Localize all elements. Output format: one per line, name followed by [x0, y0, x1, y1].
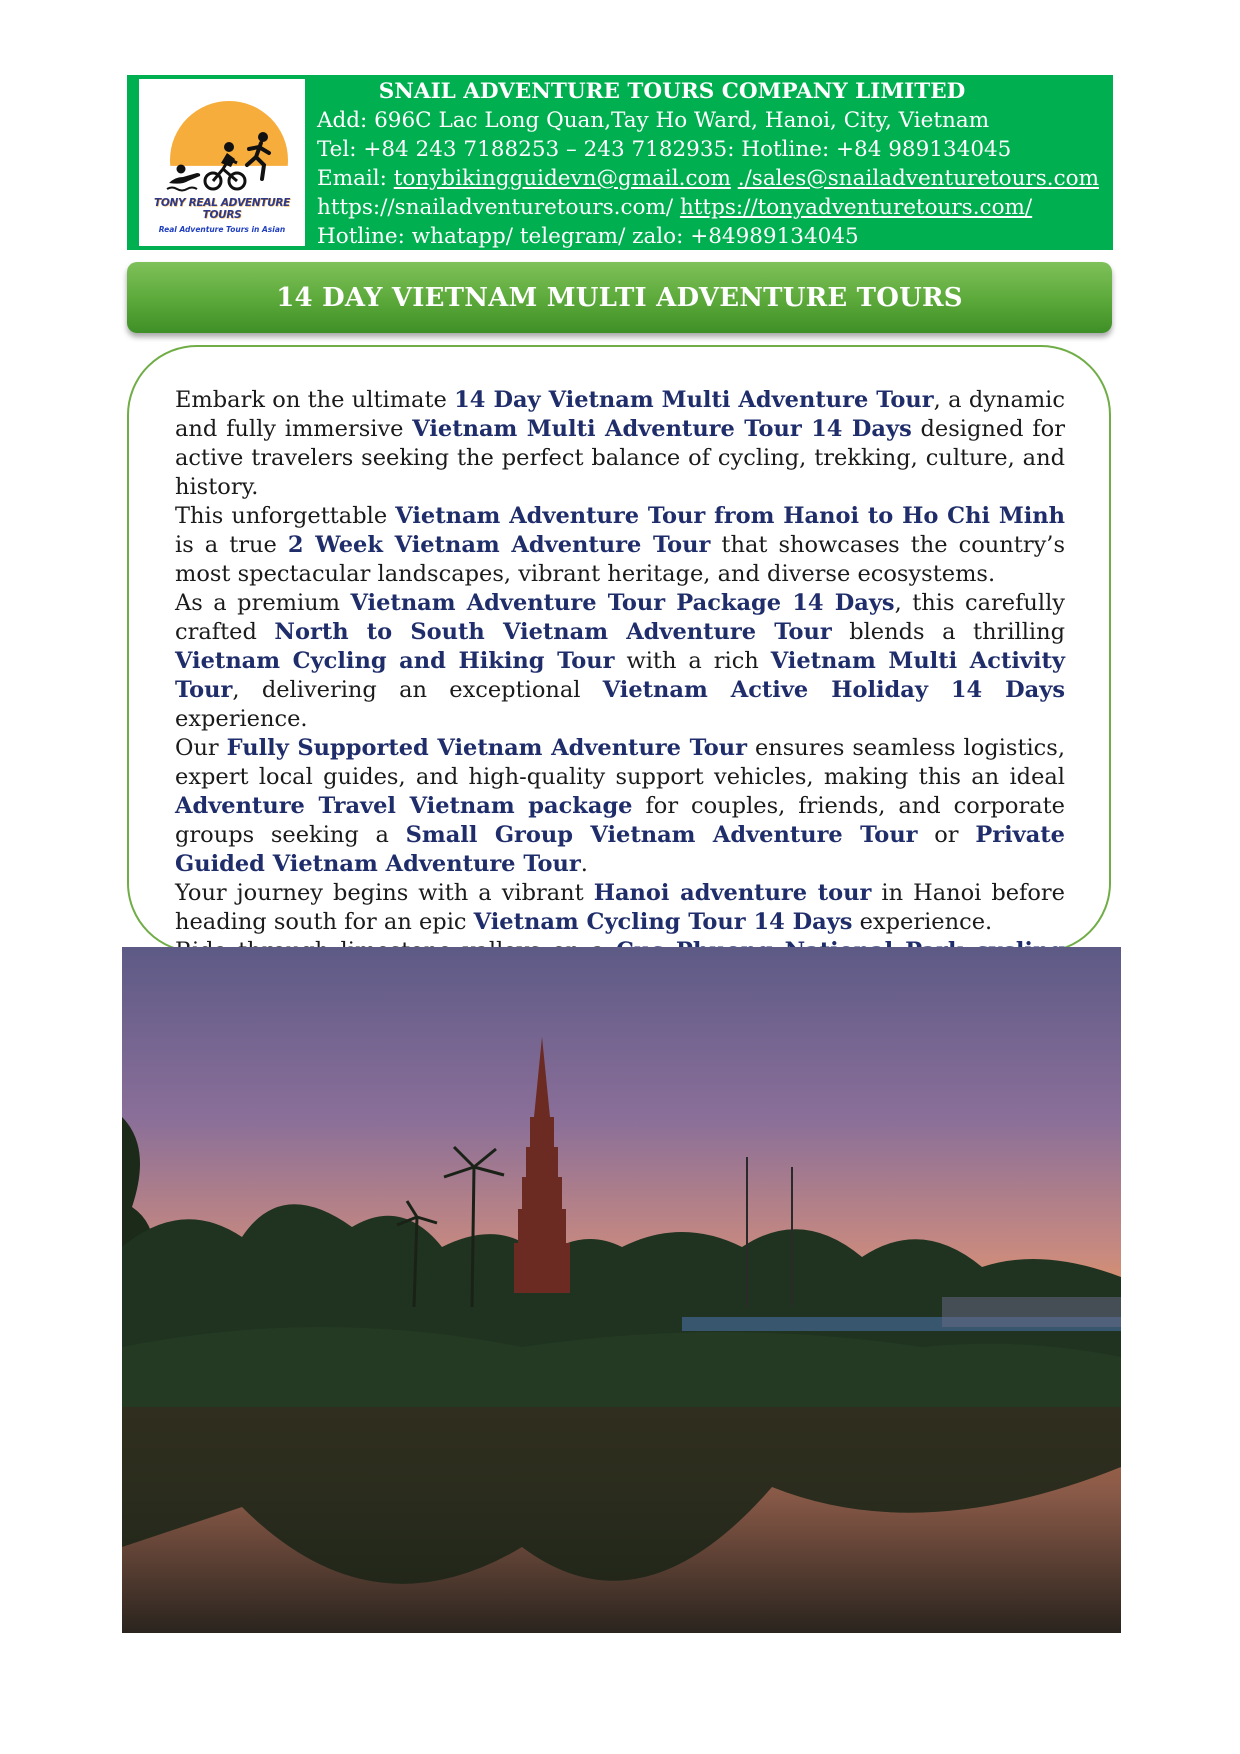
email-link-tony[interactable]: tonybikingguidevn@gmail.com: [393, 166, 731, 191]
company-hotline: Hotline: whatapp/ telegram/ zalo: +84989134045: [317, 224, 859, 249]
website-snail: https://snailadventuretours.com/: [317, 195, 674, 220]
company-address: Add: 696C Lac Long Quan,Tay Ho Ward, Hanoi, City, Vietnam: [317, 108, 990, 133]
email-link-sales[interactable]: ./sales@snailadventuretours.com: [737, 166, 1099, 191]
page-title: 14 DAY VIETNAM MULTI ADVENTURE TOURS: [276, 282, 963, 313]
company-logo: [139, 79, 305, 246]
pagoda-sunset-photo: [122, 947, 1121, 1633]
intro-paragraph: Embark on the ultimate 14 Day Vietnam Multi Adventure Tour, a dynamic and fully immersive Vietnam Multi Adventure Tour 14 Days designed for active travelers seeking the perfect balance of cycling, trekking, culture, and history.: [175, 387, 1065, 500]
company-name: SNAIL ADVENTURE TOURS COMPANY LIMITED: [378, 79, 966, 104]
intro-paragraph: This unforgettable Vietnam Adventure Tour from Hanoi to Ho Chi Minh is a true 2 Week Vietnam Adventure Tour that showcases the country’s most spectacular landscapes, vibrant heritage, and diverse ecosystems.: [175, 503, 1066, 587]
logo-name: TONY REAL ADVENTURE TOURS: [153, 197, 291, 221]
title-banner: [127, 262, 1112, 333]
company-websites: [317, 193, 1099, 222]
intro-paragraph: Our Fully Supported Vietnam Adventure Tour ensures seamless logistics, expert local guides, and high-quality support vehicles, making this an ideal Adventure Travel Vietnam package for couples, friends, and corporate groups seeking a Small Group Vietnam Adventure Tour or Private Guided Vietnam Adventure Tour.: [175, 735, 1065, 877]
intro-box: [127, 345, 1111, 953]
website-link-tony[interactable]: https://tonyadventuretours.com/: [679, 195, 1033, 220]
logo-tagline: Real Adventure Tours in Asian: [158, 225, 286, 234]
email-label: Email:: [317, 166, 394, 191]
intro-paragraph: Your journey begins with a vibrant Hanoi adventure tour in Hanoi before heading south for an epic Vietnam Cycling Tour 14 Days experience.: [175, 880, 1066, 935]
company-email-line: [317, 164, 1099, 193]
company-phone: Tel: +84 243 7188253 – 243 7182935: Hotline: +84 989134045: [317, 137, 1012, 162]
company-header: [127, 75, 1113, 250]
intro-paragraph: As a premium Vietnam Adventure Tour Package 14 Days, this carefully crafted North to South Vietnam Adventure Tour blends a thrilling Vietnam Cycling and Hiking Tour with a rich Vietnam Multi Activity Tour, delivering an exceptional Vietnam Active Holiday 14 Days experience.: [175, 590, 1065, 732]
company-info: [305, 75, 1099, 250]
logo-athletes-icon: [167, 131, 279, 193]
intro-text: [175, 386, 1066, 935]
